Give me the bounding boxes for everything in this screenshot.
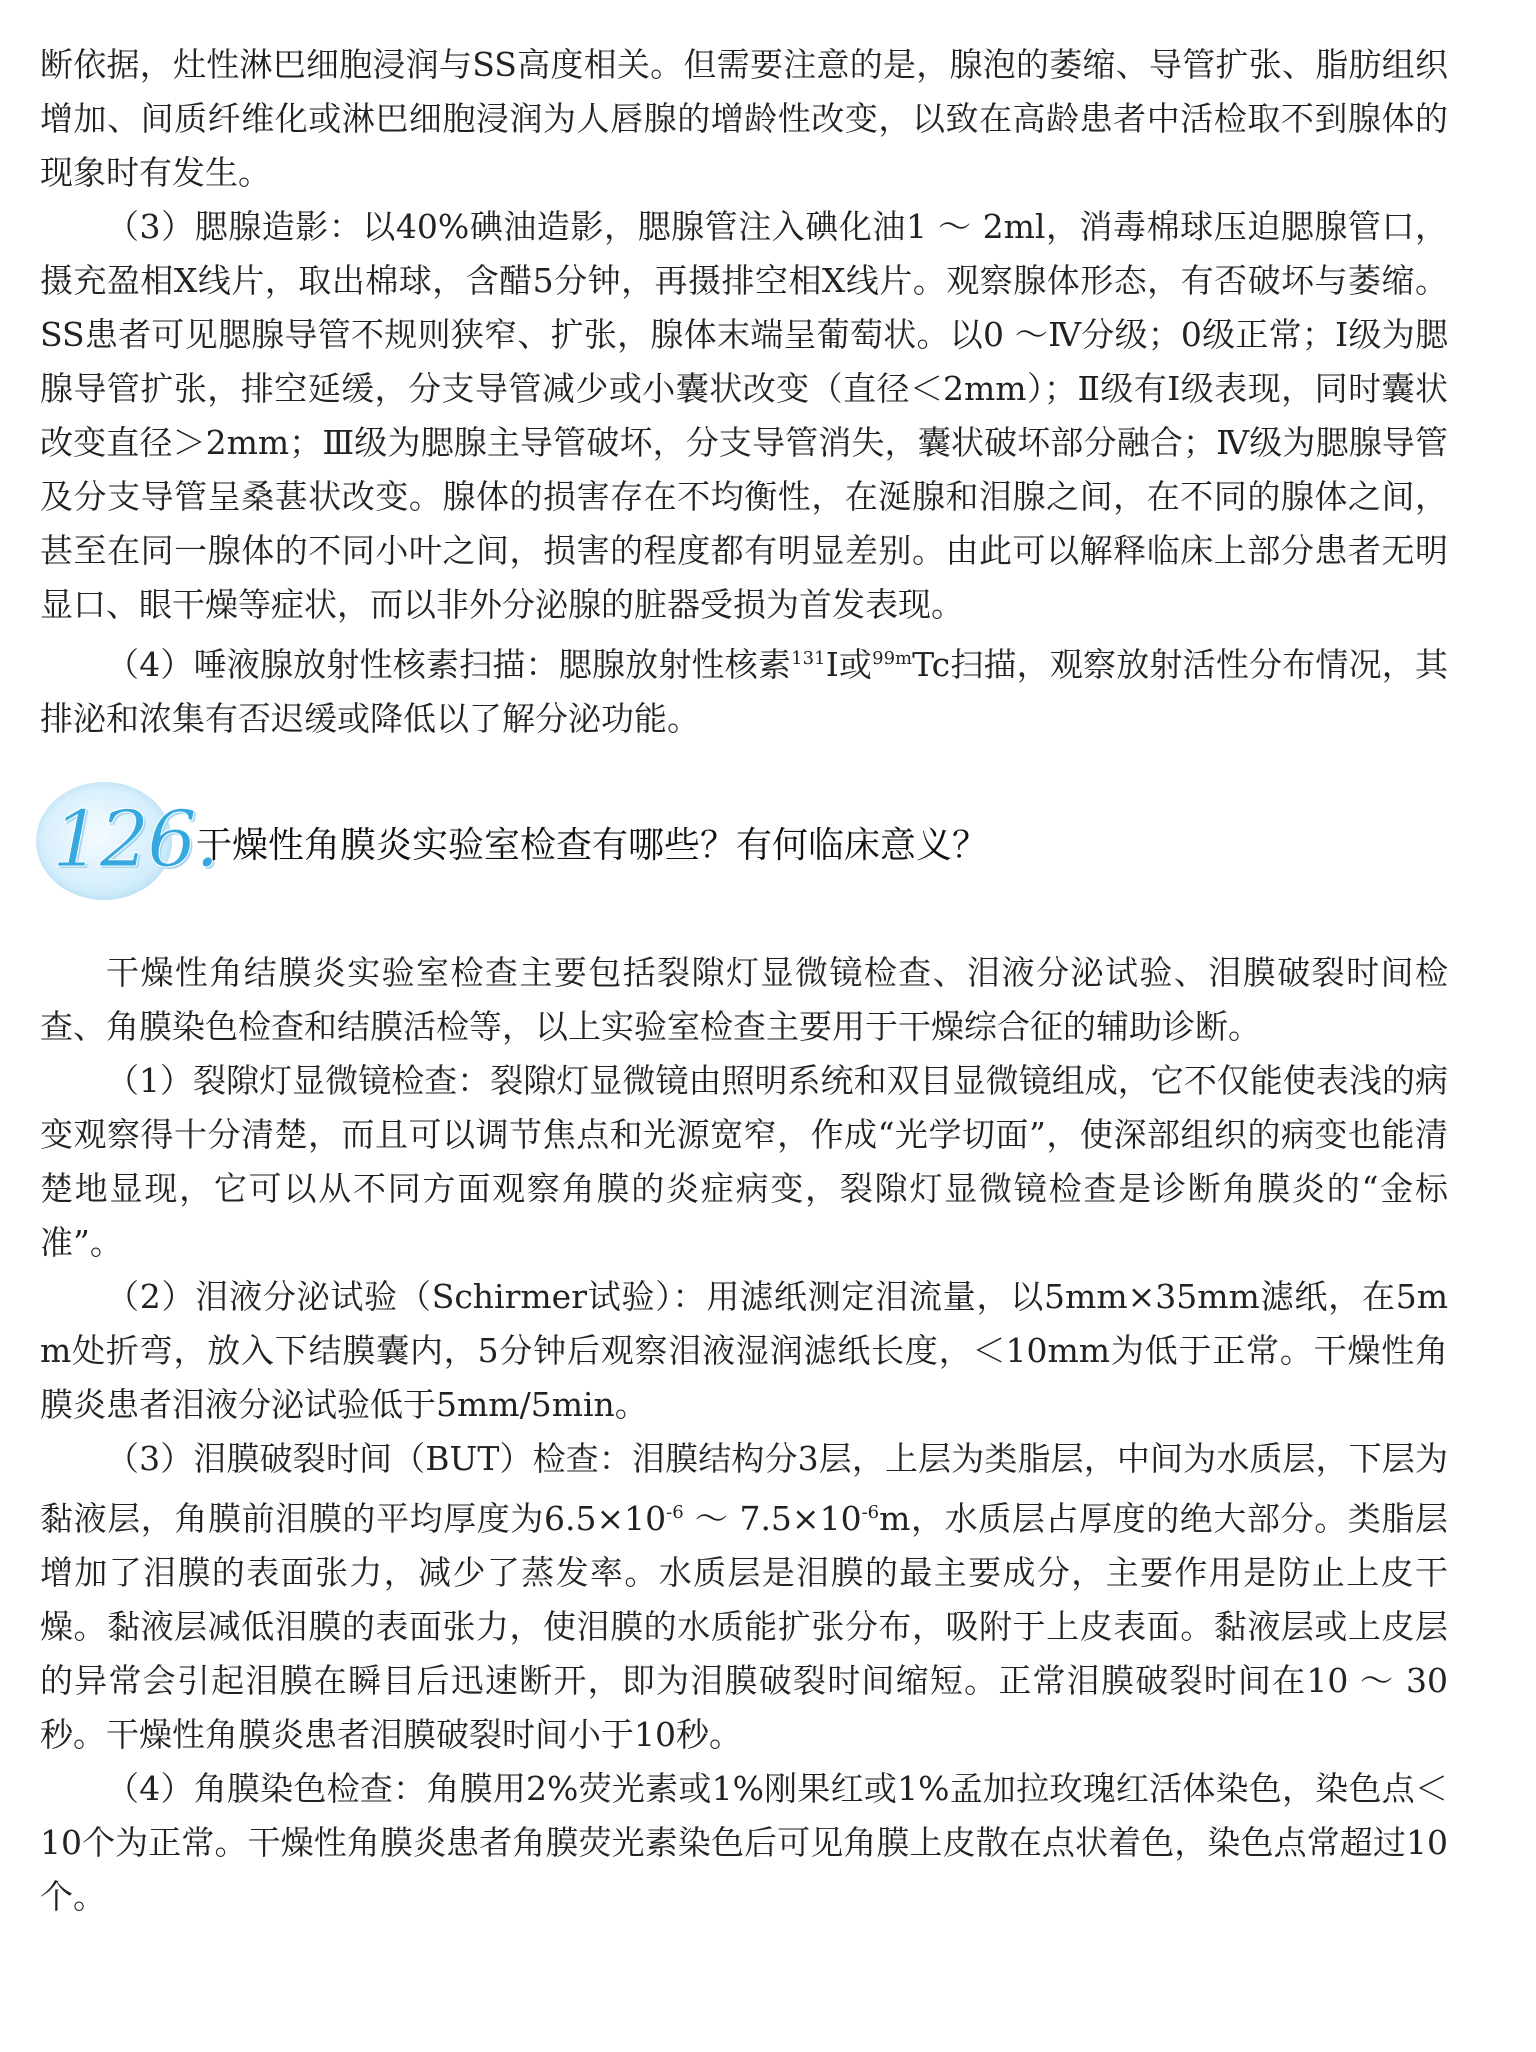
paragraph-radionuclide-scan xyxy=(40,632,1448,746)
scan-text-after: Tc扫描，观察放射活性分布情况，其排泌和浓集有否迟缓或降低以了解分泌功能。 xyxy=(40,645,1449,738)
isotope-superscript-131: 131 xyxy=(791,648,826,669)
paragraph-parotid-sialography: （3）腮腺造影：以40%碘油造影，腮腺管注入碘化油1 ～ 2ml，消毒棉球压迫腮腺管口，摄充盈相X线片，取出棉球，含醋5分钟，再摄排空相X线片。观察腺体形态，有否破坏与萎缩。SS患者可见腮腺导管不规则狭窄、扩张，腺体末端呈葡萄状。以0 ～Ⅳ分级；0级正常；Ⅰ级为腮腺导管扩张，排空延缓，分支导管减少或小囊状改变（直径＜2mm）；Ⅱ级有Ⅰ级表现，同时囊状改变直径＞2mm；Ⅲ级为腮腺主导管破坏，分支导管消失，囊状破坏部分融合；Ⅳ级为腮腺导管及分支导管呈桑葚状改变。腺体的损害存在不均衡性，在涎腺和泪腺之间，在不同的腺体之间，甚至在同一腺体的不同小叶之间，损害的程度都有明显差别。由此可以解释临床上部分患者无明显口、眼干燥等症状，而以非外分泌腺的脏器受损为首发表现。 xyxy=(40,207,1448,624)
exponent-superscript-1: -6 xyxy=(666,1502,684,1523)
paragraph-slit-lamp: （1）裂隙灯显微镜检查：裂隙灯显微镜由照明系统和双目显微镜组成，它不仅能使表浅的病变观察得十分清楚，而且可以调节焦点和光源宽窄，作成“光学切面”，使深部组织的病变也能清楚地显现，它可以从不同方面观察角膜的炎症病变，裂隙灯显微镜检查是诊断角膜炎的“金标准”。 xyxy=(40,1061,1448,1262)
section-title: 干燥性角膜炎实验室检查有哪些？有何临床意义？ xyxy=(196,825,989,866)
section-header xyxy=(36,782,1448,912)
exponent-superscript-2: -6 xyxy=(861,1502,880,1523)
paragraph-intro: 干燥性角结膜炎实验室检查主要包括裂隙灯显微镜检查、泪液分泌试验、泪膜破裂时间检查、角膜染色检查和结膜活检等，以上实验室检查主要用于干燥综合征的辅助诊断。 xyxy=(40,953,1448,1046)
paragraph-continuation: 断依据，灶性淋巴细胞浸润与SS高度相关。但需要注意的是，腺泡的萎缩、导管扩张、脂肪组织增加、间质纤维化或淋巴细胞浸润为人唇腺的增龄性改变，以致在高龄患者中活检取不到腺体的现象时有发生。 xyxy=(40,45,1448,192)
document-page xyxy=(40,38,1448,1924)
paragraph-tear-breakup-time xyxy=(40,1432,1448,1762)
scan-text-mid: Ⅰ或 xyxy=(825,645,873,684)
section-number: 126. xyxy=(52,795,218,885)
isotope-superscript-99m: 99m xyxy=(872,648,913,669)
but-text-after: m，水质层占厚度的绝大部分。类脂层增加了泪膜的表面张力，减少了蒸发率。水质层是泪膜的最主要成分，主要作用是防止上皮干燥。黏液层减低泪膜的表面张力，使泪膜的水质能扩张分布，吸附于上皮表面。黏液层或上皮层的异常会引起泪膜在瞬目后迅速断开，即为泪膜破裂时间缩短。正常泪膜破裂时间在10 ～ 30秒。干燥性角膜炎患者泪膜破裂时间小于10秒。 xyxy=(40,1499,1449,1754)
but-text-mid: ～ 7.5×10 xyxy=(683,1499,862,1538)
scan-text-before: （4）唾液腺放射性核素扫描：腮腺放射性核素 xyxy=(106,645,792,684)
paragraph-schirmer-test: （2）泪液分泌试验（Schirmer试验）：用滤纸测定泪流量，以5mm×35mm滤纸，在5mm处折弯，放入下结膜囊内，5分钟后观察泪液湿润滤纸长度，＜10mm为低于正常。干燥性角膜炎患者泪液分泌试验低于5mm/5min。 xyxy=(40,1277,1448,1424)
but-text-before: （3）泪膜破裂时间（BUT）检查：泪膜结构分3层，上层为类脂层，中间为水质层，下层为黏液层，角膜前泪膜的平均厚度为6.5×10 xyxy=(40,1439,1448,1538)
paragraph-corneal-staining: （4）角膜染色检查：角膜用2%荧光素或1%刚果红或1%孟加拉玫瑰红活体染色，染色点＜10个为正常。干燥性角膜炎患者角膜荧光素染色后可见角膜上皮散在点状着色，染色点常超过10个。 xyxy=(40,1769,1448,1916)
